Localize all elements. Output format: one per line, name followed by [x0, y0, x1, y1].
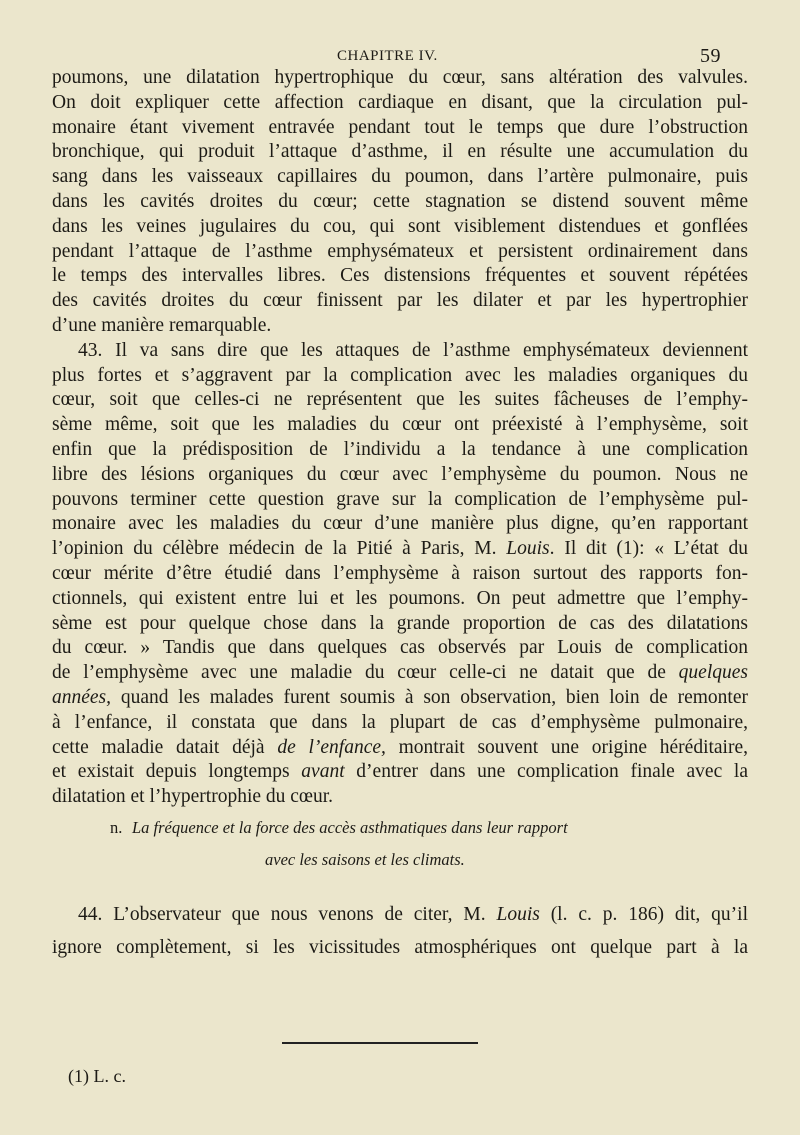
text-span: enfin que la prédisposition de l’individu a la tendance à une complication — [52, 439, 748, 460]
text-span: 43. Il va sans dire que les attaques de l’asthme emphysémateux deviennent — [78, 339, 748, 361]
text-span: plus fortes et s’aggravent par la complication avec les maladies organiques du — [52, 364, 748, 386]
text-line — [52, 440, 748, 460]
text-line — [52, 938, 748, 958]
text-line — [52, 638, 748, 658]
text-line — [52, 663, 748, 683]
section-heading-line-2: avec les saisons et les climats. — [265, 850, 465, 869]
text-line — [52, 539, 748, 559]
text-span: ctionnels, qui existent entre lui et les poumons. On peut admettre que l’emphy- — [52, 587, 748, 609]
italic-text: Louis — [496, 904, 540, 925]
text-span: dans les veines jugulaires du cou, qui sont visiblement distendues et gonflées — [52, 215, 748, 237]
text-span: pendant l’attaque de l’asthme emphysémateux et persistent ordinairement dans — [52, 240, 748, 262]
text-line — [52, 192, 748, 212]
page-number: 59 — [700, 45, 721, 67]
text-span: bronchique, qui produit l’attaque d’asthme, il en résulte une accumulation du — [52, 141, 748, 163]
text-line — [52, 390, 748, 410]
text-span: On doit expliquer cette affection cardiaque en disant, que la circulation pul- — [52, 91, 748, 113]
text-span: montrait souvent une origine héréditaire, — [385, 736, 748, 758]
text-line — [52, 68, 748, 88]
text-line — [52, 242, 748, 262]
text-span: dans les cavités droites du cœur; cette stagnation se distend souvent même — [52, 191, 748, 212]
italic-text: années, — [52, 687, 112, 708]
text-span: 44. L’observateur que nous venons de citer, M. — [78, 904, 497, 925]
text-line — [52, 316, 748, 336]
text-line — [52, 688, 748, 708]
text-line — [52, 589, 748, 609]
text-span: poumons, une dilatation hypertrophique du cœur, sans altération des valvules. — [52, 67, 748, 88]
running-head: CHAPITRE IV. — [337, 48, 438, 64]
text-span: cœur, soit que celles-ci ne représentent que les suites fâcheuses de l’emphy- — [52, 389, 748, 411]
text-span: sang dans les vaisseaux capillaires du poumon, dans l’artère pulmonaire, puis — [52, 166, 748, 188]
text-span: cœur mérite d’être étudié dans l’emphysème à raison surtout des rapports fon- — [52, 563, 748, 584]
text-span: sème est pour quelque chose dans la grande proportion de cas des dilatations — [52, 612, 748, 634]
text-span: des cavités droites du cœur finissent par les dilater et par les hypertrophier — [52, 290, 748, 312]
text-line — [52, 514, 748, 534]
text-span: à l’enfance, il constata que dans la plupart de cas d’emphysème pulmonaire, — [52, 711, 748, 733]
text-span: d’une manière remarquable. — [52, 315, 272, 336]
text-line — [52, 266, 748, 286]
text-line — [52, 291, 748, 311]
text-line — [52, 713, 748, 733]
text-span: dilatation et l’hypertrophie du cœur. — [52, 786, 334, 808]
italic-text: quelques — [678, 662, 748, 684]
text-line — [52, 167, 748, 187]
italic-text: de l’enfance, — [277, 736, 386, 758]
text-line — [52, 366, 748, 386]
text-line — [78, 905, 748, 925]
text-span: libre des lésions organiques du cœur avec l’emphysème du poumon. Nous ne — [52, 463, 748, 485]
text-span: quand les malades furent soumis à son observation, bien loin de remonter — [111, 687, 748, 708]
text-span: de l’emphysème avec une maladie du cœur celle-ci ne datait que de — [52, 662, 679, 684]
text-span: monaire avec les maladies du cœur d’une manière plus digne, qu’en rapportant — [52, 513, 748, 535]
text-line — [52, 787, 748, 807]
text-span: ignore complètement, si les vicissitudes atmosphériques ont quelque part à la — [52, 937, 748, 958]
text-span: monaire étant vivement entravée pendant tout le temps que dure l’obstruction — [52, 116, 748, 138]
text-span: et existait depuis longtemps — [52, 761, 302, 783]
text-span: . Il dit (1): « L’état du — [549, 538, 748, 560]
text-span: l’opinion du célèbre médecin de la Pitié à Paris, M. — [52, 538, 507, 560]
section-heading-line-1: La fréquence et la force des accès asthmatiques dans leur rapport — [132, 818, 568, 837]
italic-text: avant — [301, 761, 345, 783]
text-line — [52, 118, 748, 138]
text-line — [78, 341, 748, 361]
footnote-rule — [282, 1042, 478, 1044]
text-line — [52, 564, 748, 584]
text-line — [52, 465, 748, 485]
text-line — [52, 762, 748, 782]
text-span: cette maladie datait déjà — [52, 736, 278, 758]
footnote: (1) L. c. — [68, 1066, 126, 1086]
text-line — [52, 142, 748, 162]
text-line — [52, 490, 748, 510]
text-span: d’entrer dans une complication finale avec la — [344, 761, 748, 783]
section-number: n. — [110, 818, 123, 837]
text-span: le temps des intervalles libres. Ces distensions fréquentes et souvent répétées — [52, 265, 748, 287]
text-line — [52, 738, 748, 758]
text-span: (l. c. p. 186) dit, qu’il — [539, 904, 748, 925]
text-line — [52, 93, 748, 113]
text-line — [52, 217, 748, 237]
text-span: du cœur. » Tandis que dans quelques cas observés par Louis de complication — [52, 637, 748, 659]
text-line — [52, 614, 748, 634]
text-span: sème même, soit que les maladies du cœur ont préexisté à l’emphysème, soit — [52, 414, 748, 436]
italic-text: Louis — [506, 538, 550, 560]
text-span: pouvons terminer cette question grave sur la complication de l’emphysème pul- — [52, 488, 748, 510]
text-line — [52, 415, 748, 435]
